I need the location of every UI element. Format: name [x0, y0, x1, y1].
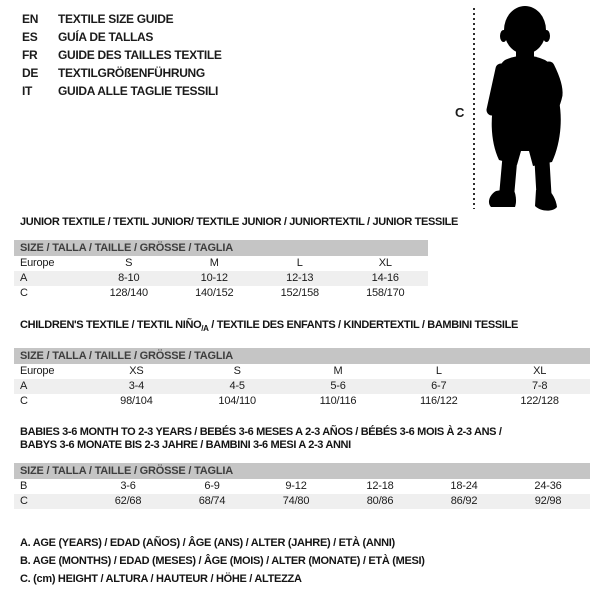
row-label: A	[20, 380, 28, 393]
table-cell: 3-4	[128, 380, 145, 393]
table-cell: 116/122	[420, 395, 458, 408]
row-label: C	[20, 287, 28, 299]
height-measure-line	[473, 8, 475, 209]
table-cell: 110/116	[319, 395, 357, 408]
table-cell: 5-6	[330, 380, 346, 393]
row-label: B	[20, 480, 28, 492]
table-title-line1: BABIES 3-6 MONTH TO 2-3 YEARS / BEBÉS 3-6 MESES A 2-3 AÑOS / BÉBÉS 3-6 MOIS À 2-3 ANS /	[20, 426, 502, 438]
table-cell: 80/86	[366, 495, 394, 507]
table-cell: M	[209, 257, 219, 269]
table-cell: 7-8	[531, 380, 548, 393]
table-row	[14, 256, 428, 271]
table-title: CHILDREN'S TEXTILE / TEXTIL $NIÑO_{/A}$ / TEXTILE DES ENFANTS / KINDERTEXTIL / BAMBINI TESSILE	[20, 319, 518, 334]
table-cell: 24-36	[534, 480, 562, 492]
subscript: /A	[201, 324, 209, 334]
language-label: GUIDE DES TAILLES TEXTILE	[58, 48, 222, 62]
language-label: GUÍA DE TALLAS	[58, 30, 154, 44]
table-cell: 104/110	[218, 395, 256, 408]
table-cell: XL	[378, 257, 392, 269]
table-row	[14, 271, 428, 286]
footnote-b: B. AGE (MONTHS) / EDAD (MESES) / ÂGE (MOIS) / ALTER (MONATE) / ETÀ (MESI)	[20, 555, 425, 567]
table-cell: 8-10	[118, 272, 140, 284]
row-label: Europe	[20, 257, 55, 269]
table-cell: 68/74	[198, 495, 226, 507]
table-cell: 12-18	[366, 480, 394, 492]
table-row	[14, 364, 590, 379]
table-title	[14, 426, 590, 452]
language-list	[22, 10, 222, 100]
size-header-bar: SIZE / TALLA / TAILLE / GRÖSSE / TAGLIA	[14, 240, 428, 256]
table-row	[14, 394, 590, 409]
table-cell: 128/140	[109, 287, 148, 299]
table-row	[14, 494, 590, 509]
size-header-bar: SIZE / TALLA / TAILLE / GRÖSSE / TAGLIA	[14, 463, 590, 479]
footnote-c: C. (cm) HEIGHT / ALTURA / HAUTEUR / HÖHE / ALTEZZA	[20, 573, 302, 585]
table-row	[14, 379, 590, 394]
children-table	[14, 319, 590, 409]
table-cell: M	[333, 365, 343, 378]
table-title-line2: BABYS 3-6 MONATE BIS 2-3 JAHRE / BAMBINI 3-6 MESI A 2-3 ANNI	[20, 439, 351, 451]
table-cell: XL	[533, 365, 547, 378]
language-code: DE	[22, 66, 39, 80]
language-row-en	[22, 10, 222, 28]
row-label: C	[20, 495, 28, 507]
row-label: C	[20, 395, 28, 408]
table-title: JUNIOR TEXTILE / TEXTIL JUNIOR/ TEXTILE JUNIOR / JUNIORTEXTIL / JUNIOR TESSILE	[20, 216, 459, 228]
babies-table	[14, 426, 590, 509]
row-label: A	[20, 272, 28, 284]
language-code: EN	[22, 12, 39, 26]
table-cell: 3-6	[120, 480, 136, 492]
table-cell: 4-5	[229, 380, 245, 393]
table-cell: 12-13	[286, 272, 314, 284]
table-cell: 14-16	[371, 272, 399, 284]
language-code: IT	[22, 84, 33, 98]
table-cell: 10-12	[200, 272, 228, 284]
table-cell: 62/68	[114, 495, 142, 507]
baby-silhouette-icon	[486, 5, 579, 214]
language-row-es	[22, 28, 222, 46]
table-cell: 122/128	[520, 395, 559, 408]
table-cell: XS	[129, 365, 144, 378]
table-cell: L	[435, 365, 442, 378]
table-cell: 74/80	[282, 495, 310, 507]
table-cell: 158/170	[366, 287, 405, 299]
table-row	[14, 479, 590, 494]
language-row-de	[22, 64, 222, 82]
language-label: TEXTILGRÖßENFÜHRUNG	[58, 66, 205, 80]
table-cell: 98/104	[120, 395, 153, 408]
language-row-it	[22, 82, 222, 100]
table-cell: 18-24	[450, 480, 478, 492]
row-label: Europe	[20, 365, 55, 378]
language-label: TEXTILE SIZE GUIDE	[58, 12, 174, 26]
table-cell: 152/158	[280, 287, 319, 299]
language-label: GUIDA ALLE TAGLIE TESSILI	[58, 84, 219, 98]
table-cell: 140/152	[195, 287, 234, 299]
table-cell: S	[125, 257, 133, 269]
table-cell: 9-12	[285, 480, 307, 492]
table-row	[14, 286, 428, 301]
table-cell: 6-7	[431, 380, 447, 393]
table-cell: S	[233, 365, 241, 378]
footnotes	[20, 534, 425, 588]
language-code: FR	[22, 48, 38, 62]
junior-table	[14, 216, 459, 301]
height-measure-label: C	[455, 105, 465, 120]
language-code: ES	[22, 30, 38, 44]
language-row-fr	[22, 46, 222, 64]
table-cell: 86/92	[450, 495, 478, 507]
size-header-bar: SIZE / TALLA / TAILLE / GRÖSSE / TAGLIA	[14, 348, 590, 364]
table-cell: 6-9	[204, 480, 220, 492]
table-cell: 92/98	[534, 495, 562, 507]
table-cell: L	[296, 257, 303, 269]
footnote-a: A. AGE (YEARS) / EDAD (AÑOS) / ÂGE (ANS) / ALTER (JAHRE) / ETÀ (ANNI)	[20, 537, 395, 549]
